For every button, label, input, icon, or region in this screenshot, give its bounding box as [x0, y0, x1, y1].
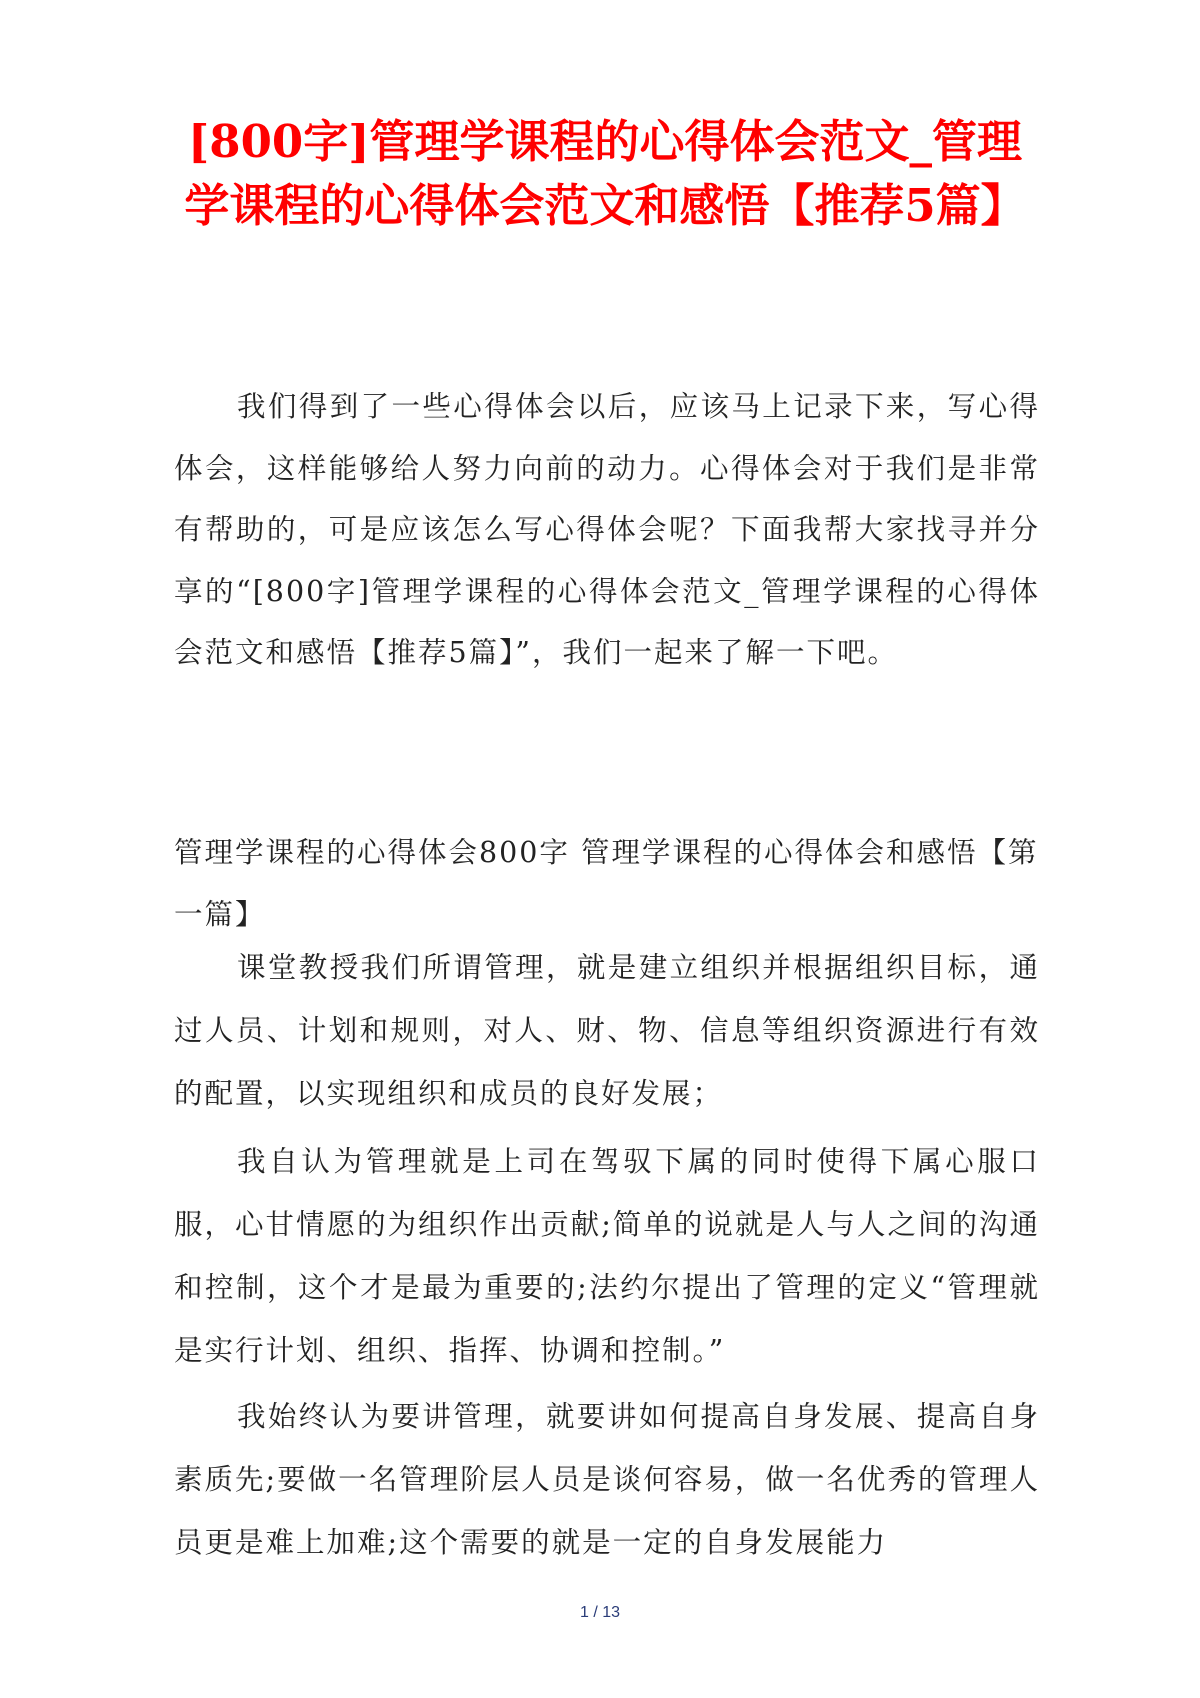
document-title: [800字]管理学课程的心得体会范文_管理学课程的心得体会范文和感悟【推荐5篇】: [184, 115, 1026, 232]
body-paragraph-2: 我自认为管理就是上司在驾驭下属的同时使得下属心服口服，心甘情愿的为组织作出贡献;简单的说就是人与人之间的沟通和控制，这个才是最为重要的;法约尔提出了管理的定义“管理就是实行计划、组织、指挥、协调和控制。”: [174, 1145, 1040, 1367]
page-number: 1 / 13: [579, 1604, 621, 1621]
body-paragraph-3: 我始终认为要讲管理，就要讲如何提高自身发展、提高自身素质先;要做一名管理阶层人员是谈何容易，做一名优秀的管理人员更是难上加难;这个需要的就是一定的自身发展能力: [174, 1400, 1040, 1559]
body-paragraph-1: 课堂教授我们所谓管理，就是建立组织并根据组织目标，通过人员、计划和规则，对人、财、物、信息等组织资源进行有效的配置，以实现组织和成员的良好发展；: [174, 951, 1040, 1110]
section-heading: 管理学课程的心得体会800字 管理学课程的心得体会和感悟【第一篇】: [174, 836, 1039, 931]
intro-paragraph: 我们得到了一些心得体会以后，应该马上记录下来，写心得体会，这样能够给人努力向前的动力。心得体会对于我们是非常有帮助的，可是应该怎么写心得体会呢？下面我帮大家找寻并分享的“[800字]管理学课程的心得体会范文_管理学课程的心得体会范文和感悟【推荐5篇】”，我们一起来了解一下吧。: [174, 390, 1040, 669]
